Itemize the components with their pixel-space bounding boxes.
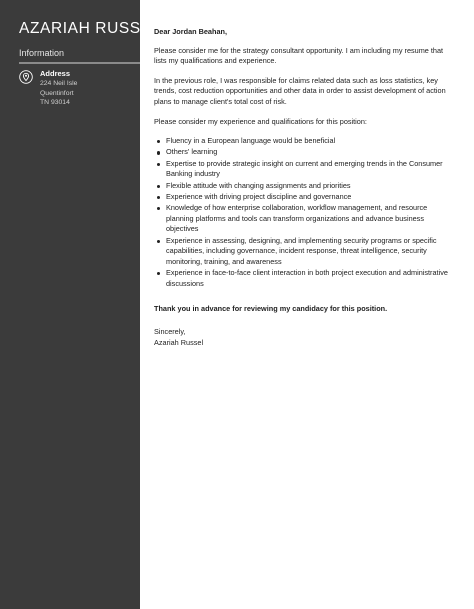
bullet-icon	[157, 207, 160, 210]
qualifications-lead: Please consider my experience and qualifications for this position:	[154, 116, 367, 126]
applicant-name: AZARIAH RUSSEL	[19, 20, 161, 37]
list-item	[154, 236, 454, 268]
list-item	[154, 147, 454, 158]
signature-name: Azariah Russel	[154, 337, 204, 347]
list-item	[154, 192, 454, 203]
list-item	[154, 181, 454, 192]
list-item-text: Experience in assessing, designing, and implementing security programs or specific capabilities, including governance, incident response, threat intelligence, security monitoring, training, and awareness	[166, 235, 437, 266]
section-divider	[19, 62, 140, 64]
experience-paragraph: In the previous role, I was responsible for claims related data such as loss statistics, key trends, cost reduction opportunities and other data in order to assist development of action plans to manage client's total cost of risk.	[154, 75, 446, 106]
closing-thanks: Thank you in advance for reviewing my candidacy for this position.	[154, 304, 388, 314]
bullet-icon	[157, 163, 160, 166]
bullet-icon	[157, 185, 160, 188]
list-item	[154, 136, 454, 147]
list-item-text: Experience in face-to-face client interaction in both project execution and administrative discussions	[166, 268, 448, 288]
list-item-text: Experience with driving project discipline and governance	[166, 191, 352, 201]
address-label: Address	[40, 69, 71, 78]
sidebar	[0, 0, 161, 609]
address-block	[40, 69, 77, 108]
list-item-text: Flexible attitude with changing assignments and priorities	[166, 180, 351, 190]
list-item-text: Fluency in a European language would be beneficial	[166, 136, 336, 146]
qualifications-list	[154, 136, 454, 289]
list-item-text: Others' learning	[166, 147, 218, 157]
address-line-city: Quentinfort	[40, 89, 74, 97]
bullet-icon	[157, 151, 160, 154]
closing-phrase: Sincerely,	[154, 326, 186, 336]
list-item-text: Knowledge of how enterprise collaboration, workflow management, and resource planning platforms and tools can transform organizations and advance business objectives	[166, 203, 428, 234]
list-item	[154, 268, 454, 289]
list-item	[154, 203, 454, 235]
bullet-icon	[157, 240, 160, 243]
location-pin-icon	[19, 70, 33, 84]
letter-body	[154, 27, 454, 348]
intro-paragraph: Please consider me for the strategy consultant opportunity. I am including my resume that lists my qualifications and experience.	[154, 45, 444, 66]
information-heading: Information	[19, 48, 65, 58]
bullet-icon	[157, 272, 160, 275]
list-item	[154, 159, 454, 180]
address-line-state-zip: TN 93014	[40, 99, 70, 106]
list-item-text: Expertise to provide strategic insight on current and emerging trends in the Consumer Banking industry	[166, 158, 443, 179]
address-line-street: 224 Neil Isle	[40, 80, 78, 87]
bullet-icon	[157, 140, 160, 143]
salutation: Dear Jordan Beahan,	[154, 27, 227, 36]
bullet-icon	[157, 196, 160, 199]
